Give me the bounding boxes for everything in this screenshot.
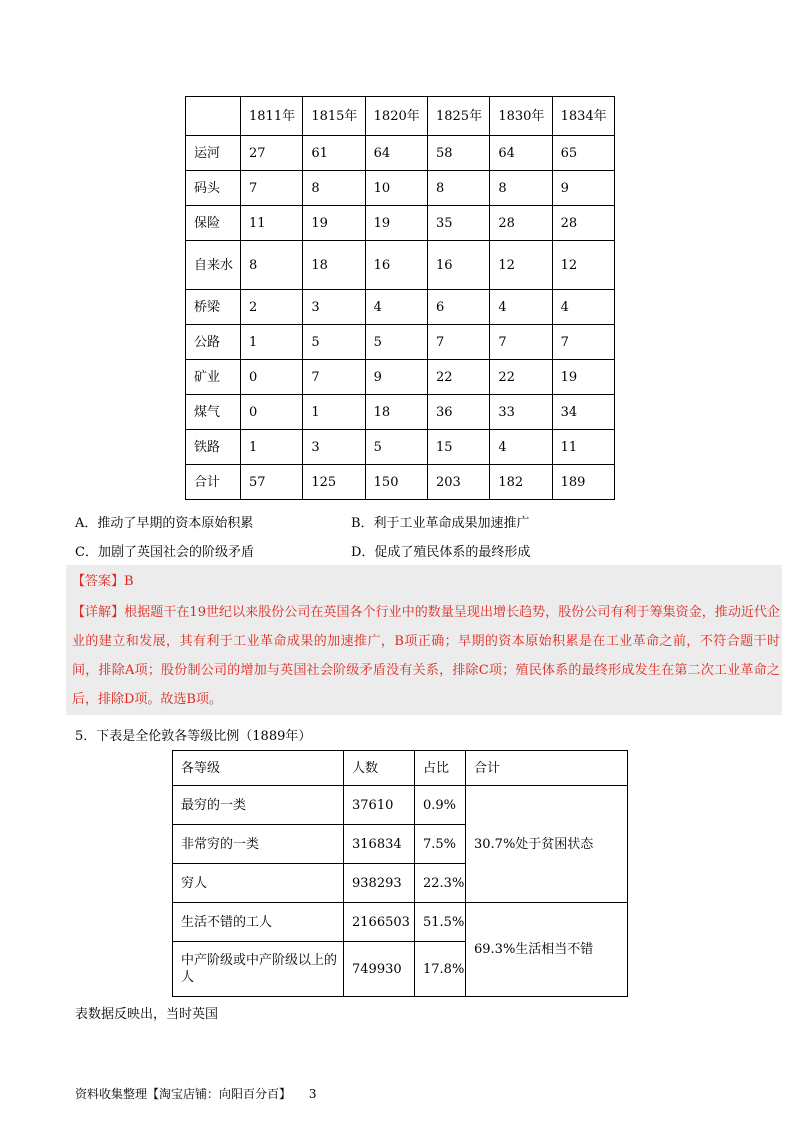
option-c: C．加剧了英国社会的阶级矛盾 <box>75 545 254 560</box>
table-cell: 8 <box>490 171 552 206</box>
table-cell: 5 <box>303 325 365 360</box>
table-cell: 7.5% <box>415 825 466 864</box>
answer-detail: 【详解】根据题干在19世纪以来股份公司在英国各个行业中的数量呈现出增长趋势，股份公司有利于筹集资金，推动近代企业的建立和发展，其有利于工业革命成果的加速推广，B项正确；早期的资本原始积累是在工业革命之前，不符合题干时间，排除A项；股份制公司的增加与英国社会阶级矛盾没有关系，排除C项；殖民体系的最终形成发生在第二次工业革命之后，排除D项。故选B项。 <box>72 605 780 707</box>
table-cell: 码头 <box>186 171 241 206</box>
table-header-cell: 合计 <box>466 751 628 786</box>
table-header-cell: 占比 <box>415 751 466 786</box>
table-cell: 203 <box>427 465 489 500</box>
table-cell: 65 <box>552 136 614 171</box>
table-row <box>186 171 615 206</box>
option-b: B．利于工业革命成果加速推广 <box>351 516 530 531</box>
table-cell: 182 <box>490 465 552 500</box>
table-header-cell: 1820年 <box>365 97 427 136</box>
question-5-title: 5．下表是全伦敦各等级比例（1889年） <box>75 729 312 744</box>
table-cell: 15 <box>427 430 489 465</box>
table-header-cell <box>186 97 241 136</box>
table-cell: 6 <box>427 290 489 325</box>
table-cell: 64 <box>490 136 552 171</box>
table-cell: 37610 <box>344 786 415 825</box>
table-cell: 11 <box>241 206 303 241</box>
table-row <box>173 903 628 942</box>
table-row <box>186 395 615 430</box>
table-row <box>186 241 615 290</box>
table-cell: 运河 <box>186 136 241 171</box>
table-cell: 125 <box>303 465 365 500</box>
table-cell: 150 <box>365 465 427 500</box>
table-cell: 自来水 <box>186 241 241 290</box>
table-cell: 7 <box>427 325 489 360</box>
table-cell: 非常穷的一类 <box>173 825 344 864</box>
table-cell: 4 <box>490 290 552 325</box>
table-cell: 10 <box>365 171 427 206</box>
table-cell: 1 <box>241 430 303 465</box>
table-cell: 4 <box>490 430 552 465</box>
summary-cell-poverty: 30.7%处于贫困状态 <box>466 786 628 903</box>
table-cell: 749930 <box>344 942 415 997</box>
table-row <box>173 786 628 825</box>
table-cell: 中产阶级或中产阶级以上的人 <box>173 942 344 997</box>
table-row <box>186 325 615 360</box>
table-cell: 5 <box>365 430 427 465</box>
table-cell: 9 <box>365 360 427 395</box>
table-cell: 189 <box>552 465 614 500</box>
question-5-conclusion: 表数据反映出，当时英国 <box>75 1007 219 1022</box>
table-cell: 2166503 <box>344 903 415 942</box>
summary-cell-comfortable: 69.3%生活相当不错 <box>466 903 628 997</box>
table-cell: 35 <box>427 206 489 241</box>
footer-text: 资料收集整理【淘宝店铺：向阳百分百】 <box>75 1087 292 1101</box>
table-cell: 5 <box>365 325 427 360</box>
table-cell: 7 <box>552 325 614 360</box>
table-header-cell: 1811年 <box>241 97 303 136</box>
table-cell: 19 <box>365 206 427 241</box>
page-number: 3 <box>308 1087 317 1101</box>
table-row <box>186 206 615 241</box>
table-row <box>186 430 615 465</box>
table-cell: 3 <box>303 290 365 325</box>
table-cell: 33 <box>490 395 552 430</box>
table-cell: 8 <box>241 241 303 290</box>
table-cell: 57 <box>241 465 303 500</box>
table-cell: 4 <box>552 290 614 325</box>
table-cell: 8 <box>303 171 365 206</box>
table-cell: 58 <box>427 136 489 171</box>
table-cell: 22 <box>490 360 552 395</box>
table-cell: 生活不错的工人 <box>173 903 344 942</box>
table-cell: 18 <box>303 241 365 290</box>
answer-label: 【答案】B <box>72 574 134 589</box>
table-cell: 16 <box>365 241 427 290</box>
table-cell: 19 <box>552 360 614 395</box>
table-cell: 11 <box>552 430 614 465</box>
table-row <box>186 136 615 171</box>
table-cell: 0 <box>241 395 303 430</box>
table-cell: 19 <box>303 206 365 241</box>
table-cell: 7 <box>241 171 303 206</box>
table-cell: 9 <box>552 171 614 206</box>
table-cell: 保险 <box>186 206 241 241</box>
table-header-row <box>173 751 628 786</box>
table-cell: 22.3% <box>415 864 466 903</box>
table-cell: 36 <box>427 395 489 430</box>
table-row <box>186 290 615 325</box>
option-a: A．推动了早期的资本原始积累 <box>75 516 254 531</box>
table-cell: 938293 <box>344 864 415 903</box>
table-cell: 34 <box>552 395 614 430</box>
table-cell: 12 <box>552 241 614 290</box>
table-cell: 铁路 <box>186 430 241 465</box>
table-cell: 7 <box>303 360 365 395</box>
table-cell: 穷人 <box>173 864 344 903</box>
table-row <box>186 360 615 395</box>
table-cell: 22 <box>427 360 489 395</box>
table-header-cell: 1830年 <box>490 97 552 136</box>
table-cell: 3 <box>303 430 365 465</box>
table-cell: 316834 <box>344 825 415 864</box>
table-cell: 51.5% <box>415 903 466 942</box>
table-cell: 64 <box>365 136 427 171</box>
table-cell: 27 <box>241 136 303 171</box>
table-row <box>186 465 615 500</box>
table-cell: 0 <box>241 360 303 395</box>
table-cell: 28 <box>490 206 552 241</box>
page-footer <box>75 1085 316 1102</box>
table-cell: 17.8% <box>415 942 466 997</box>
joint-stock-company-table <box>185 96 615 500</box>
table-cell: 8 <box>427 171 489 206</box>
table-cell: 18 <box>365 395 427 430</box>
table-cell: 0.9% <box>415 786 466 825</box>
table-cell: 12 <box>490 241 552 290</box>
table-header-cell: 1834年 <box>552 97 614 136</box>
table-cell: 桥梁 <box>186 290 241 325</box>
table-cell: 合计 <box>186 465 241 500</box>
london-class-table <box>172 750 628 997</box>
table-cell: 16 <box>427 241 489 290</box>
table-cell: 61 <box>303 136 365 171</box>
table-cell: 7 <box>490 325 552 360</box>
table-header-cell: 1825年 <box>427 97 489 136</box>
table-header-row <box>186 97 615 136</box>
table-cell: 矿业 <box>186 360 241 395</box>
table-cell: 煤气 <box>186 395 241 430</box>
table-header-cell: 各等级 <box>173 751 344 786</box>
table-cell: 最穷的一类 <box>173 786 344 825</box>
table-cell: 1 <box>241 325 303 360</box>
table-header-cell: 人数 <box>344 751 415 786</box>
table-cell: 公路 <box>186 325 241 360</box>
table-cell: 2 <box>241 290 303 325</box>
option-d: D．促成了殖民体系的最终形成 <box>351 545 531 560</box>
table-cell: 4 <box>365 290 427 325</box>
table-cell: 28 <box>552 206 614 241</box>
table-cell: 1 <box>303 395 365 430</box>
table-header-cell: 1815年 <box>303 97 365 136</box>
